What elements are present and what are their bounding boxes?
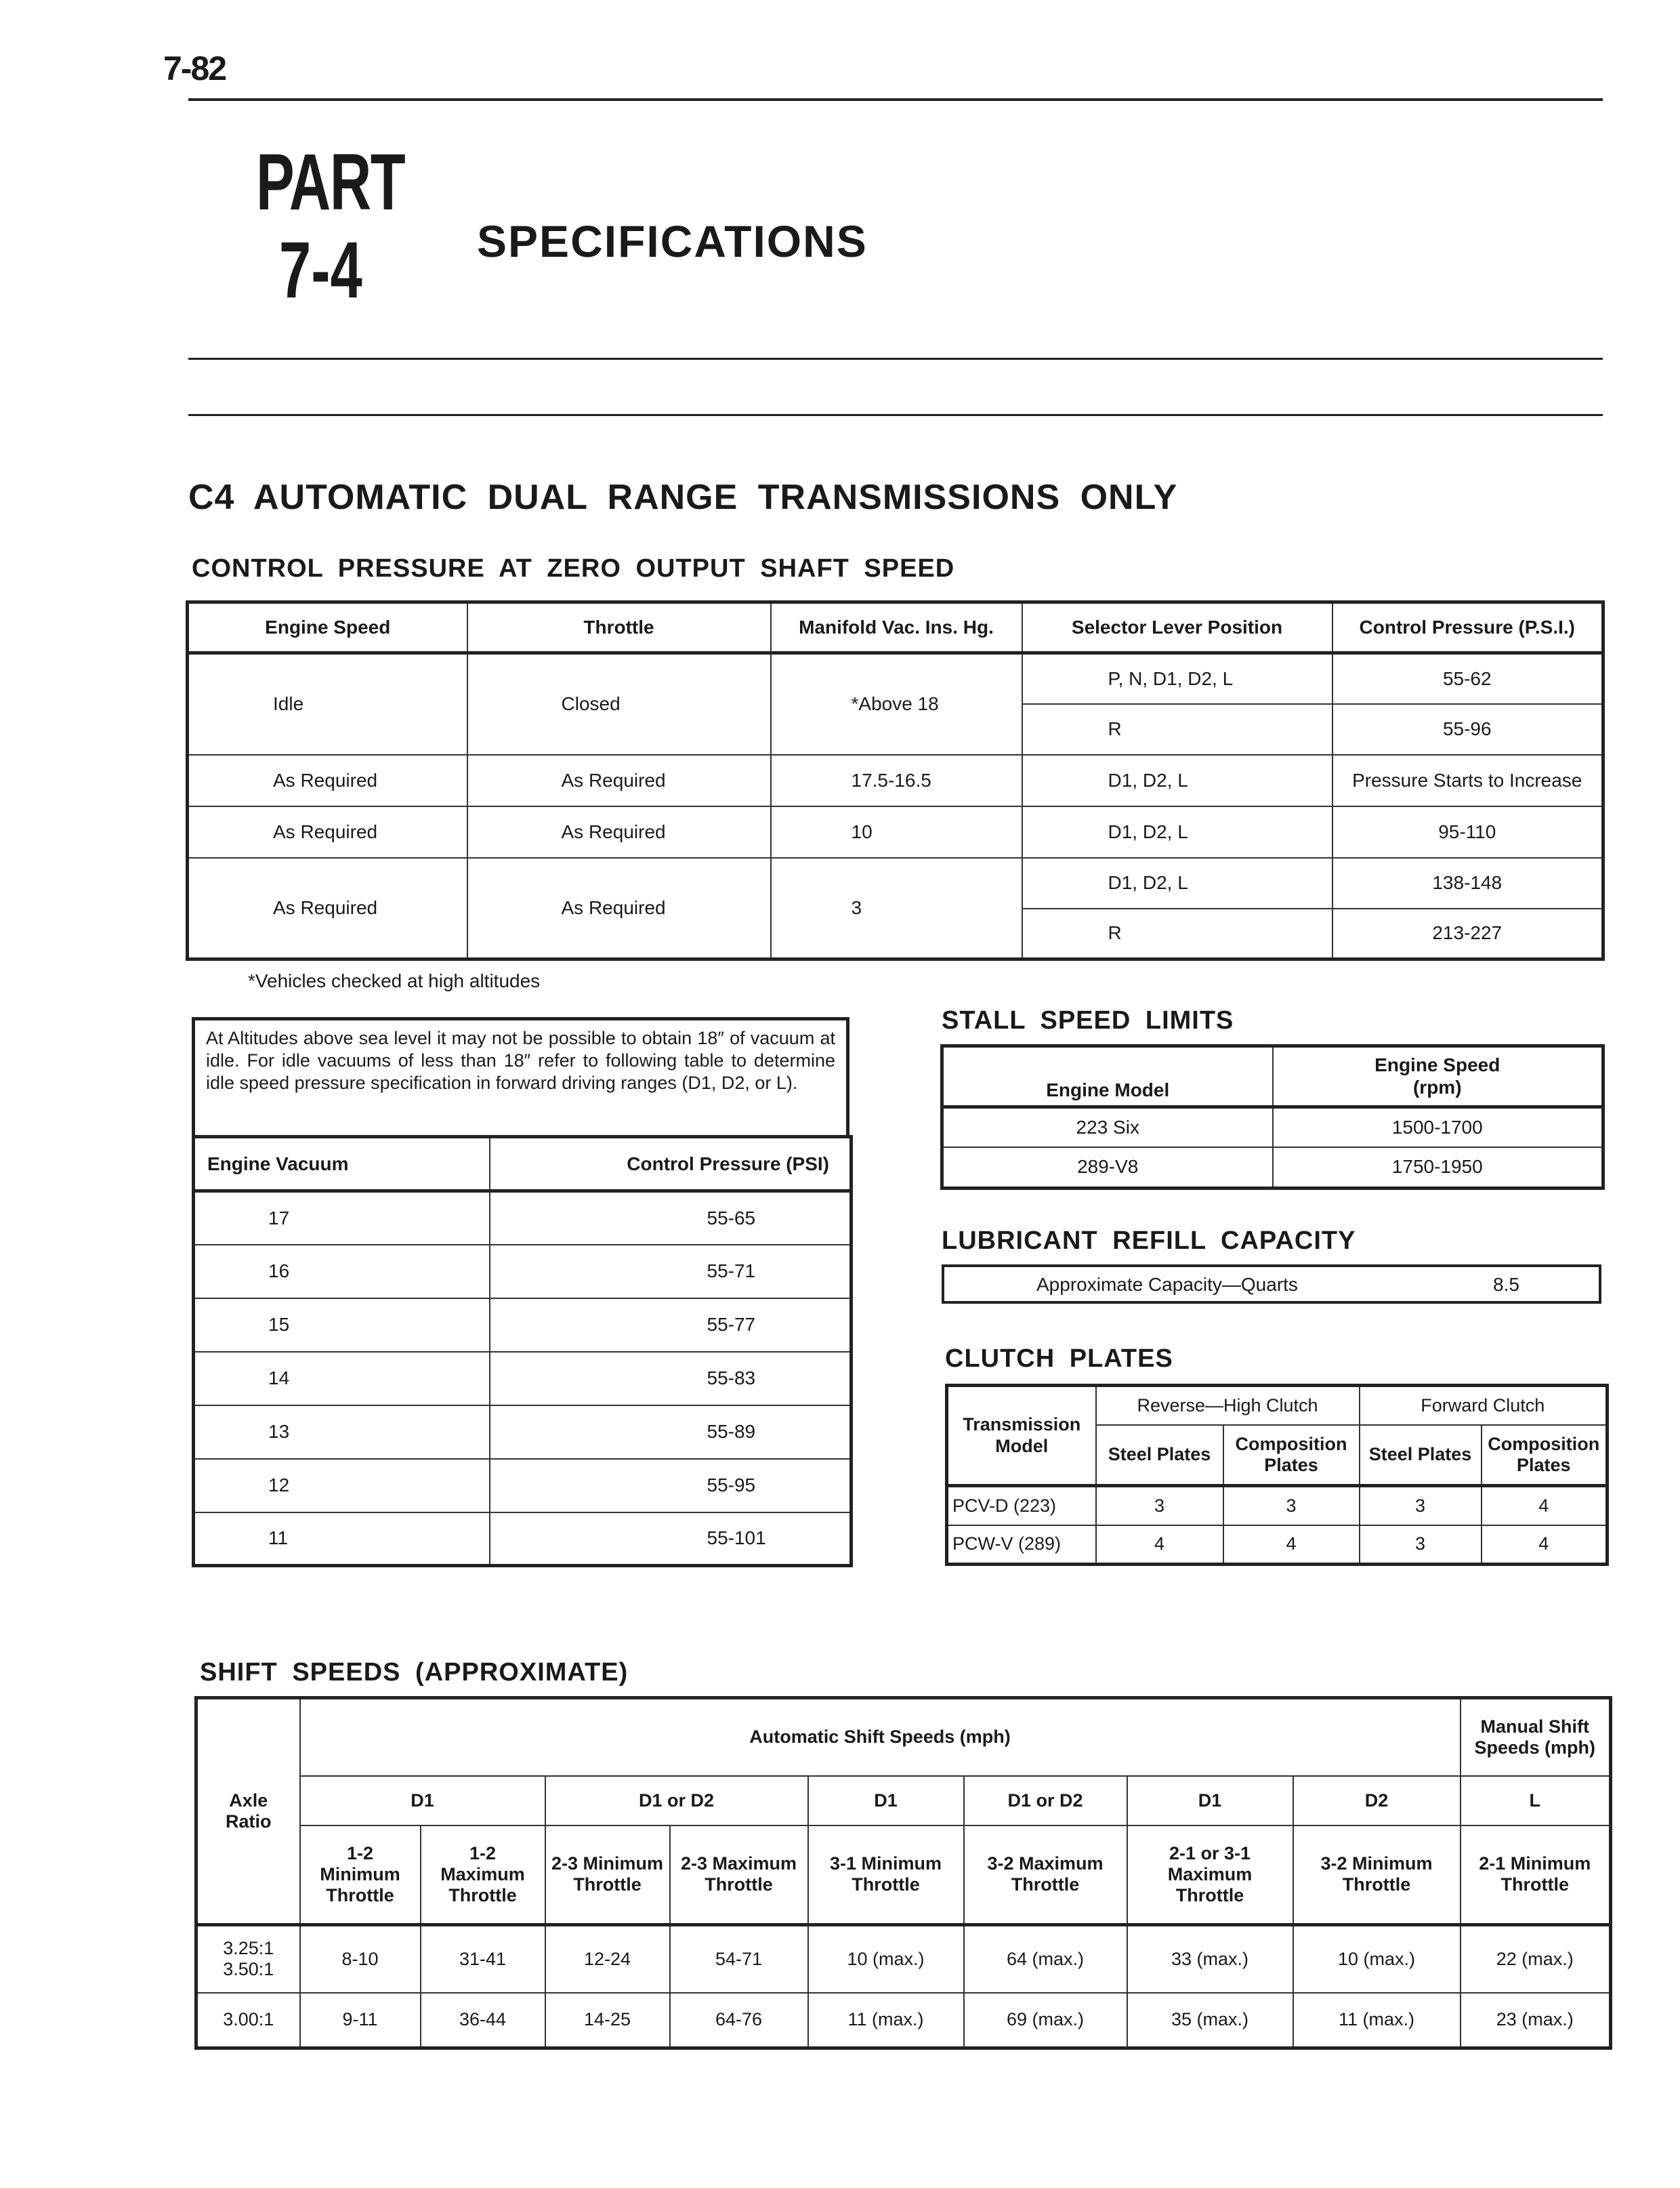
table-row [188,858,1603,909]
col-header: Engine Speed (rpm) [1273,1046,1603,1107]
engine-speed-cell: Idle [188,653,467,755]
selector-position-cell: R [1022,909,1332,959]
altitude-note: At Altitudes above sea level it may not be possible to obtain 18″ of vacuum at idle. For idle vacuums of less than 18″ refer to following table to determine idle speed pressure specification in forward driving ranges (D1, D2, or L). [192,1017,849,1135]
pressure-cell: 55-77 [490,1298,852,1352]
range-header: L [1461,1776,1611,1825]
table-row [196,1993,1611,2048]
axle-ratio-cell: 3.00:1 [196,1993,300,2048]
shift-speed-cell: 35 (max.) [1127,1993,1293,2048]
shift-speed-cell: 33 (max.) [1127,1925,1293,1993]
control-pressure-table [186,600,1605,961]
manifold-vac-cell: *Above 18 [771,653,1022,755]
selector-position-cell: P, N, D1, D2, L [1022,653,1332,704]
control-pressure-cell: 138-148 [1332,858,1603,909]
shift-speed-cell: 22 (max.) [1461,1925,1611,1993]
pressure-cell: 55-65 [490,1191,852,1245]
table-row [942,1147,1603,1189]
group-header: Reverse—High Clutch [1096,1386,1360,1425]
vacuum-cell: 17 [194,1191,490,1245]
table-row [194,1459,852,1512]
shift-speed-cell: 8-10 [300,1925,421,1993]
plate-count-cell: 4 [1096,1525,1223,1565]
throttle-cell: As Required [467,755,771,806]
engine-model-cell: 223 Six [942,1107,1273,1147]
shift-speed-cell: 36-44 [421,1993,545,2048]
shift-speed-cell: 54-71 [670,1925,808,1993]
col-header: Engine Model [942,1046,1273,1107]
throttle-cell: Closed [467,653,771,755]
pressure-cell: 55-83 [490,1352,852,1405]
table-row [194,1191,852,1245]
plate-count-cell: 4 [1482,1486,1608,1525]
table-row [194,1512,852,1566]
group-header: Forward Clutch [1360,1386,1608,1425]
col-header: Selector Lever Position [1022,602,1332,653]
control-pressure-cell: 213-227 [1332,909,1603,959]
shift-speed-cell: 9-11 [300,1993,421,2048]
table-row [947,1486,1608,1525]
selector-position-cell: D1, D2, L [1022,755,1332,806]
selector-position-cell: D1, D2, L [1022,858,1332,909]
col-header: Composition Plates [1223,1425,1360,1486]
table-row [188,653,1603,704]
col-header: Throttle [467,602,771,653]
clutch-title: CLUTCH PLATES [945,1344,1173,1373]
table-row [194,1352,852,1405]
selector-position-cell: R [1022,704,1332,755]
col-header: Engine Speed [188,602,467,653]
divider [188,414,1603,416]
part-number: 7-4 [279,226,362,315]
page-number: 7-82 [163,49,226,87]
col-header: Axle Ratio [196,1698,300,1925]
table-row [942,1107,1603,1147]
lubricant-label: Approximate Capacity—Quarts [1036,1274,1298,1295]
range-header: D1 or D2 [545,1776,808,1825]
pressure-cell: 55-95 [490,1459,852,1512]
control-pressure-cell: 55-96 [1332,704,1603,755]
shift-speed-cell: 10 (max.) [808,1925,964,1993]
stall-table [940,1044,1605,1190]
table-row [194,1245,852,1298]
col-header: 1-2 Maximum Throttle [421,1825,545,1925]
pressure-cell: 55-89 [490,1405,852,1459]
lubricant-box [942,1264,1601,1304]
col-header: 2-3 Maximum Throttle [670,1825,808,1925]
header-rule [188,98,1603,101]
col-header: 2-1 or 3-1 Maximum Throttle [1127,1825,1293,1925]
lubricant-value: 8.5 [1493,1274,1519,1295]
engine-speed-cell: As Required [188,858,467,959]
col-header: Manifold Vac. Ins. Hg. [771,602,1022,653]
altitude-table [192,1135,853,1567]
col-header: 2-1 Minimum Throttle [1461,1825,1611,1925]
engine-speed-cell: As Required [188,806,467,858]
engine-speed-cell: As Required [188,755,467,806]
control-pressure-cell: Pressure Starts to Increase [1332,755,1603,806]
manifold-vac-cell: 10 [771,806,1022,858]
section-title: C4 AUTOMATIC DUAL RANGE TRANSMISSIONS ONLY [188,478,1178,517]
col-header: Control Pressure (PSI) [490,1137,852,1191]
shift-speed-cell: 23 (max.) [1461,1993,1611,2048]
vacuum-cell: 11 [194,1512,490,1566]
plate-count-cell: 3 [1223,1486,1360,1525]
vacuum-cell: 14 [194,1352,490,1405]
shift-speed-cell: 12-24 [545,1925,670,1993]
table-row [194,1298,852,1352]
shift-table [194,1696,1612,2050]
shift-speed-cell: 64 (max.) [964,1925,1127,1993]
plate-count-cell: 4 [1482,1525,1608,1565]
col-header: 3-1 Minimum Throttle [808,1825,964,1925]
col-header: Composition Plates [1482,1425,1608,1486]
shift-speed-cell: 11 (max.) [1293,1993,1461,2048]
control-pressure-cell: 95-110 [1332,806,1603,858]
table-row [196,1925,1611,1993]
divider [188,358,1603,360]
table-row [194,1405,852,1459]
axle-ratio-cell: 3.25:1 3.50:1 [196,1925,300,1993]
group-header: Manual Shift Speeds (mph) [1461,1698,1611,1776]
footnote: *Vehicles checked at high altitudes [248,970,541,991]
table-row [188,755,1603,806]
group-header: Automatic Shift Speeds (mph) [300,1698,1461,1776]
model-cell: PCV-D (223) [947,1486,1096,1525]
range-header: D2 [1293,1776,1461,1825]
plate-count-cell: 3 [1096,1486,1223,1525]
control-pressure-title: CONTROL PRESSURE AT ZERO OUTPUT SHAFT SPEED [192,554,955,583]
vacuum-cell: 15 [194,1298,490,1352]
range-header: D1 [808,1776,964,1825]
part-label: PART [256,138,405,227]
plate-count-cell: 3 [1360,1486,1482,1525]
throttle-cell: As Required [467,806,771,858]
vacuum-cell: 13 [194,1405,490,1459]
manifold-vac-cell: 3 [771,858,1022,959]
col-header: Transmission Model [947,1386,1096,1486]
shift-speed-cell: 14-25 [545,1993,670,2048]
control-pressure-cell: 55-62 [1332,653,1603,704]
lubricant-title: LUBRICANT REFILL CAPACITY [942,1226,1356,1255]
col-header: Control Pressure (P.S.I.) [1332,602,1603,653]
clutch-table [945,1384,1609,1566]
stall-title: STALL SPEED LIMITS [942,1006,1234,1035]
table-row [947,1525,1608,1565]
shift-speed-cell: 64-76 [670,1993,808,2048]
throttle-cell: As Required [467,858,771,959]
col-header: Steel Plates [1096,1425,1223,1486]
col-header: 3-2 Maximum Throttle [964,1825,1127,1925]
selector-position-cell: D1, D2, L [1022,806,1332,858]
shift-speed-cell: 10 (max.) [1293,1925,1461,1993]
page-title: SPECIFICATIONS [477,216,868,266]
range-header: D1 [1127,1776,1293,1825]
col-header: 1-2 Minimum Throttle [300,1825,421,1925]
plate-count-cell: 4 [1223,1525,1360,1565]
engine-speed-cell: 1750-1950 [1273,1147,1603,1189]
col-header: Steel Plates [1360,1425,1482,1486]
pressure-cell: 55-101 [490,1512,852,1566]
engine-model-cell: 289-V8 [942,1147,1273,1189]
manifold-vac-cell: 17.5-16.5 [771,755,1022,806]
engine-speed-cell: 1500-1700 [1273,1107,1603,1147]
plate-count-cell: 3 [1360,1525,1482,1565]
col-header: 3-2 Minimum Throttle [1293,1825,1461,1925]
range-header: D1 or D2 [964,1776,1127,1825]
shift-title: SHIFT SPEEDS (APPROXIMATE) [200,1658,629,1687]
vacuum-cell: 12 [194,1459,490,1512]
vacuum-cell: 16 [194,1245,490,1298]
col-header: Engine Vacuum [194,1137,490,1191]
col-header: 2-3 Minimum Throttle [545,1825,670,1925]
shift-speed-cell: 11 (max.) [808,1993,964,2048]
model-cell: PCW-V (289) [947,1525,1096,1565]
shift-speed-cell: 31-41 [421,1925,545,1993]
pressure-cell: 55-71 [490,1245,852,1298]
table-row [188,806,1603,858]
shift-speed-cell: 69 (max.) [964,1993,1127,2048]
range-header: D1 [300,1776,545,1825]
